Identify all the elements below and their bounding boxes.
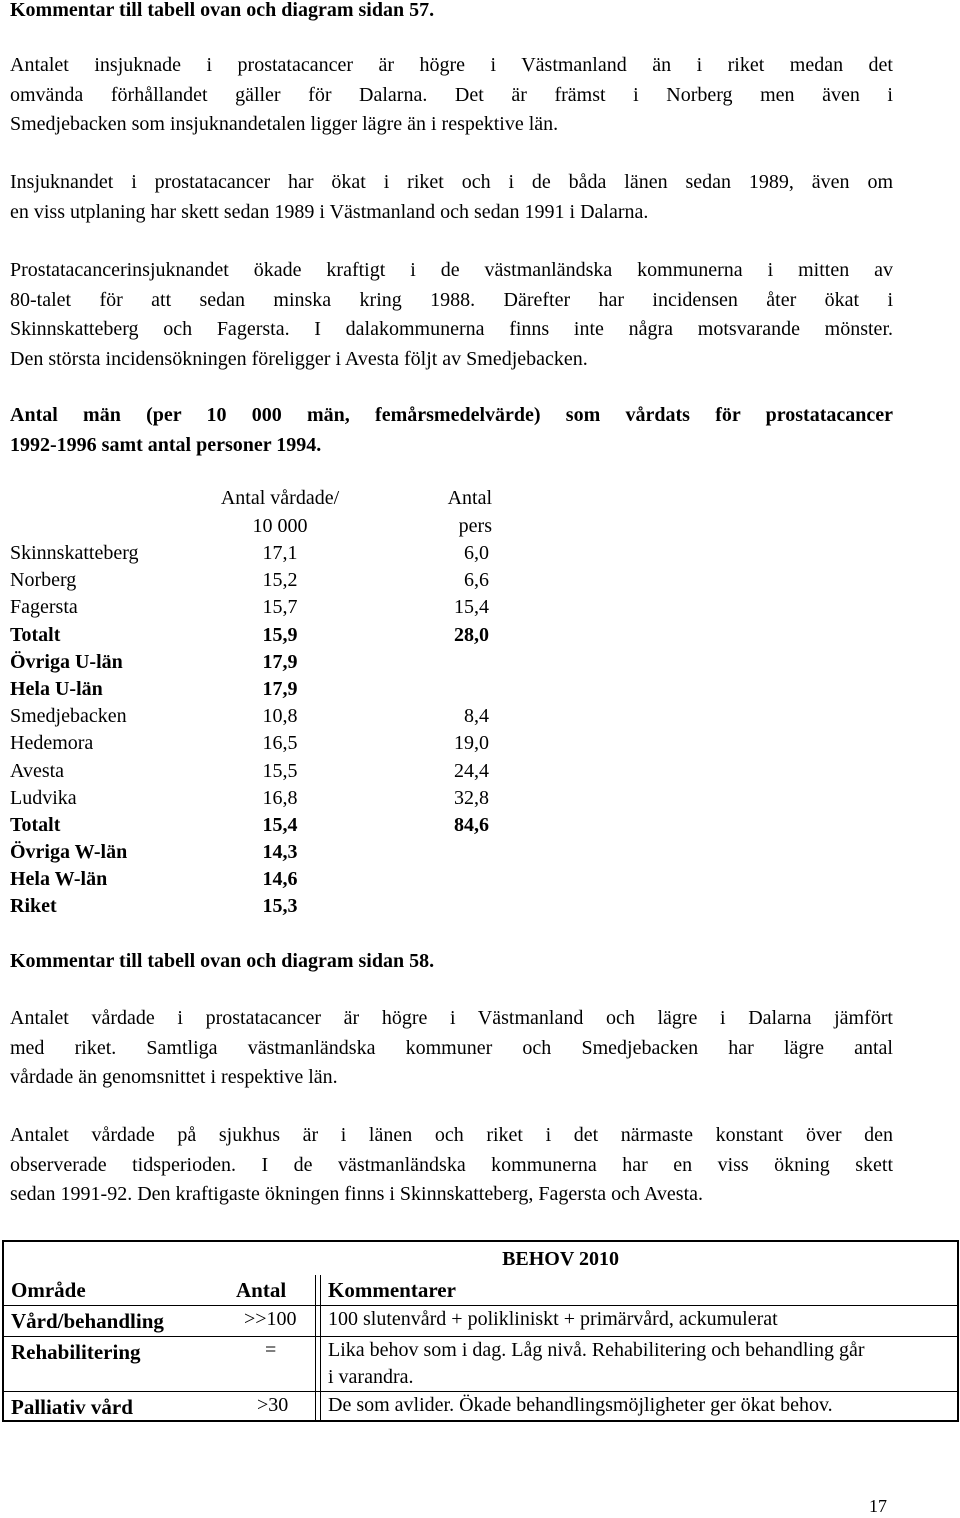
table-row: [10, 594, 490, 621]
row-comment-rehab-line1: Lika behov som i dag. Låg nivå. Rehabilitering och behandling går: [328, 1339, 865, 1361]
table-row: [10, 730, 490, 757]
table-row: [10, 649, 490, 676]
region-name: Ludvika: [10, 786, 77, 809]
row-comment-care: 100 slutenvård + polikliniskt + primärvård, ackumulerat: [328, 1308, 778, 1330]
row-comment-palliative: De som avlider. Ökade behandlingsmöjligheter ger ökat behov.: [328, 1394, 833, 1416]
section-heading-57: Kommentar till tabell ovan och diagram sidan 57.: [10, 0, 435, 21]
care-rate: 14,6: [262, 868, 298, 891]
table-header: [10, 484, 490, 540]
care-rate: 16,5: [262, 732, 298, 755]
paragraph-care-trend: Antalet vårdade på sjukhus är i länen och riket i det närmaste konstant över den observerade tidsperioden. I de västmanländska kommunerna har en viss ökning skett sedan 1991-92. Den kraftigaste ökningen finns i Skinnskatteberg, Fagersta och Avesta.: [10, 1124, 893, 1205]
region-name: Övriga W-län: [10, 841, 128, 864]
table-row: [10, 785, 490, 812]
row-area-palliative: Palliativ vård: [11, 1395, 133, 1419]
region-name: Totalt: [10, 623, 61, 646]
table-row: [10, 622, 490, 649]
header-count-line2: pers: [458, 515, 492, 537]
table-body: [10, 540, 490, 921]
person-count: 6,0: [464, 542, 489, 564]
needs-2010-table: [2, 1240, 959, 1422]
person-count: 24,4: [454, 759, 489, 782]
table-row: [10, 839, 490, 866]
person-count: 6,6: [464, 569, 489, 592]
care-rate: 15,2: [262, 569, 298, 592]
row-comment-rehab-line2: i varandra.: [328, 1366, 414, 1388]
table-row: [10, 866, 490, 893]
row-count-care: >>100: [244, 1308, 297, 1330]
care-rate: 15,9: [262, 623, 298, 646]
care-statistics-table: [10, 484, 490, 921]
header-rate-line1: Antal vårdade/: [220, 487, 340, 509]
care-rate: 17,9: [262, 650, 298, 673]
care-rate: 17,1: [262, 542, 298, 564]
table-row: [10, 676, 490, 703]
table-row: [10, 758, 490, 785]
table-row: [10, 540, 490, 567]
region-name: Norberg: [10, 569, 77, 592]
header-count-line1: Antal: [447, 487, 492, 509]
header-area: Område: [11, 1278, 86, 1302]
table-title: Antal män (per 10 000 män, femårsmedelvärde) som vårdats för prostatacancer 1992-1996 samt antal personer 1994.: [10, 404, 893, 456]
header-rate-line2: 10 000: [252, 515, 308, 537]
paragraph-incidence-comparison: Antalet insjuknade i prostatacancer är högre i Västmanland än i riket medan det omvända förhållandet gäller för Dalarna. Det är främst i Norberg men även i Smedjebacken som insjuknandetalen ligger lägre än i respektive län.: [10, 54, 893, 135]
person-count: 84,6: [454, 813, 489, 836]
care-rate: 10,8: [262, 705, 298, 728]
table-row: [10, 893, 490, 920]
table-row: [10, 812, 490, 839]
region-name: Skinnskatteberg: [10, 542, 139, 564]
header-count: Antal: [236, 1278, 287, 1302]
table-row: [10, 703, 490, 730]
region-name: Smedjebacken: [10, 705, 127, 728]
row-count-rehab: =: [265, 1339, 277, 1361]
section-heading-58: Kommentar till tabell ovan och diagram sidan 58.: [10, 950, 435, 972]
row-area-rehab: Rehabilitering: [11, 1340, 141, 1364]
region-name: Fagersta: [10, 596, 78, 619]
care-rate: 17,9: [262, 677, 298, 700]
region-name: Hela W-län: [10, 868, 108, 891]
column-divider: [315, 1275, 316, 1420]
paragraph-incidence-trend: Insjuknandet i prostatacancer har ökat i riket och i de båda länen sedan 1989, även om en viss utplaning har skett sedan 1989 i Västmanland och sedan 1991 i Dalarna.: [10, 171, 893, 223]
row-area-care: Vård/behandling: [11, 1309, 164, 1333]
person-count: 15,4: [454, 596, 489, 619]
care-rate: 14,3: [262, 841, 298, 864]
person-count: 28,0: [454, 623, 489, 646]
table-row: [10, 567, 490, 594]
care-rate: 15,4: [262, 813, 298, 836]
page-number: 17: [869, 1496, 887, 1516]
region-name: Avesta: [10, 759, 65, 782]
region-name: Hedemora: [10, 732, 94, 755]
care-rate: 15,5: [262, 759, 298, 782]
paragraph-care-comparison: Antalet vårdade i prostatacancer är högre i Västmanland och lägre i Dalarna jämfört med riket. Samtliga västmanländska kommuner och Smedjebacken har lägre antal vårdade än genomsnittet i respektive län.: [10, 1007, 893, 1088]
paragraph-municipality-trend: Prostatacancerinsjuknandet ökade kraftigt i de västmanländska kommunerna i mitten av 80-talet för att sedan minska kring 1988. Därefter har incidensen åter ökat i Skinnskatteberg och Fagersta. I dalakommunerna finns inte några motsvarande mönster. Den största incidensökningen föreligger i Avesta följt av Smedjebacken.: [10, 259, 893, 370]
needs-table-title: BEHOV 2010: [502, 1248, 619, 1270]
care-rate: 15,3: [262, 895, 298, 918]
region-name: Hela U-län: [10, 677, 103, 700]
region-name: Riket: [10, 895, 57, 918]
person-count: 19,0: [454, 732, 489, 755]
care-rate: 15,7: [262, 596, 298, 619]
care-rate: 16,8: [262, 786, 298, 809]
region-name: Totalt: [10, 813, 61, 836]
column-divider: [320, 1275, 321, 1420]
person-count: 8,4: [464, 705, 489, 728]
header-comment: Kommentarer: [328, 1278, 456, 1302]
region-name: Övriga U-län: [10, 650, 123, 673]
row-count-palliative: >30: [257, 1394, 289, 1416]
person-count: 32,8: [454, 786, 489, 809]
